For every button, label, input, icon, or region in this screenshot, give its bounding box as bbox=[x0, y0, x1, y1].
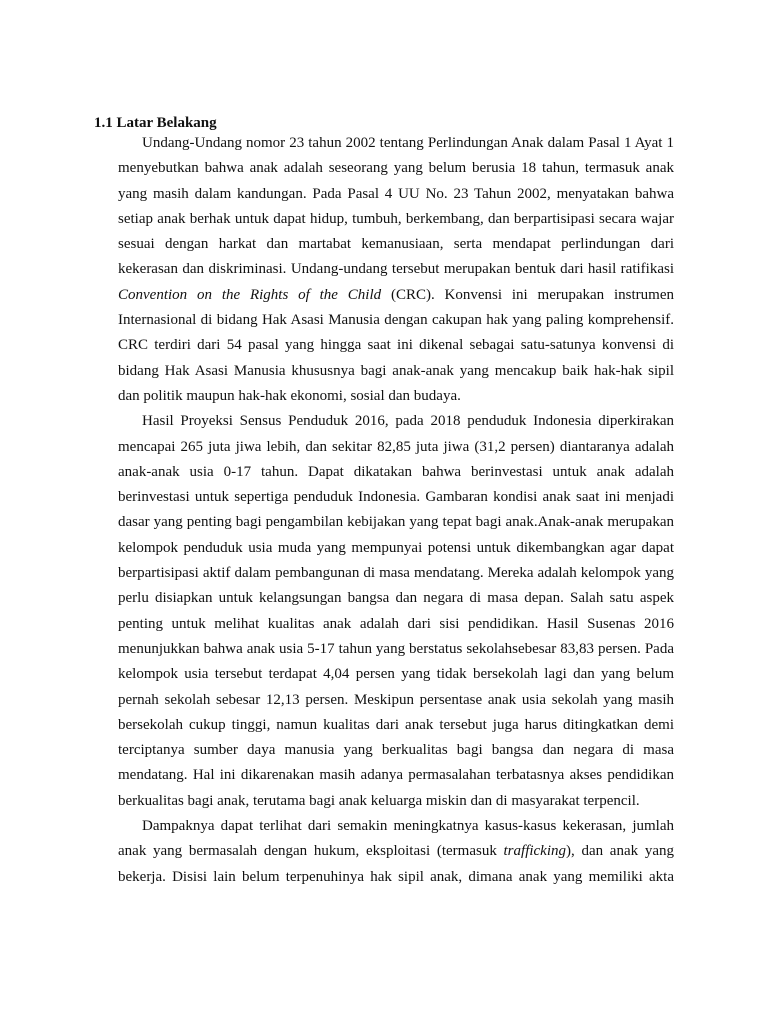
section-heading: 1.1 Latar Belakang bbox=[94, 115, 217, 131]
paragraph-2: Hasil Proyeksi Sensus Penduduk 2016, pada 2018 penduduk Indonesia diperkirakan mencapai 265 juta jiwa lebih, dan sekitar 82,85 juta jiwa (31,2 persen) diantaranya adalah anak-anak usia 0-17 tahun. Dapat dikatakan bahwa berinvestasi untuk anak adalah berinvestasi untuk sepertiga penduduk Indonesia. Gambaran kondisi anak saat ini menjadi dasar yang penting bagi pengambilan kebijakan yang tepat bagi anak.Anak-anak merupakan kelompok penduduk usia muda yang mempunyai potensi untuk dikembangkan agar dapat berpartisipasi aktif dalam pembangunan di masa mendatang. Mereka adalah kelompok yang perlu disiapkan untuk kelangsungan bangsa dan negara di masa depan. Salah satu aspek penting untuk melihat kualitas anak adalah dari sisi pendidikan. Hasil Susenas 2016 menunjukkan bahwa anak usia 5-17 tahun yang berstatus sekolahsebesar 83,83 persen. Pada kelompok usia tersebut terdapat 4,04 persen yang tidak bersekolah lagi dan yang belum pernah sekolah sebesar 12,13 persen. Meskipun persentase anak usia sekolah yang masih bersekolah cukup tinggi, namun kualitas dari anak tersebut juga harus ditingkatkan demi terciptanya sumber daya manusia yang berkualitas bagi bangsa dan negara di masa mendatang. Hal ini dikarenakan masih adanya permasalahan terbatasnya akses pendidikan berkualitas bagi anak, terutama bagi anak keluarga miskin dan di masyarakat terpencil. bbox=[118, 413, 674, 809]
paragraph-3-italic-term: trafficking bbox=[503, 843, 567, 860]
paragraph-1-italic-term: Convention on the Rights of the Child bbox=[118, 286, 382, 303]
paragraph-1-text-b: (CRC). Konvensi ini merupakan instrumen Internasional di bidang Hak Asasi Manusia dengan cakupan hak yang paling komprehensif. CRC terdiri dari 54 pasal yang hingga saat ini dikenal sebagai satu-satunya konvensi di bidang Hak Asasi Manusia khususnya bagi anak-anak yang mencakup baik hak-hak sipil dan politik maupun hak-hak ekonomi, sosial dan budaya. bbox=[118, 286, 675, 404]
paragraph-3 bbox=[118, 814, 674, 890]
paragraph-1 bbox=[118, 131, 674, 409]
paragraph-3-text-b: ), dan anak yang bekerja. Disisi lain belum terpenuhinya hak sipil anak, dimana anak yang memiliki akta bbox=[118, 843, 674, 885]
paragraph-1-text-a: Undang-Undang nomor 23 tahun 2002 tentang Perlindungan Anak dalam Pasal 1 Ayat 1 menyebutkan bahwa anak adalah seseorang yang belum berusia 18 tahun, termasuk anak yang masih dalam kandungan. Pada Pasal 4 UU No. 23 Tahun 2002, menyatakan bahwa setiap anak berhak untuk dapat hidup, tumbuh, berkembang, dan berpartisipasi secara wajar sesuai dengan harkat dan martabat kemanusiaan, serta mendapat perlindungan dari kekerasan dan diskriminasi. Undang-undang tersebut merupakan bentuk dari hasil ratifikasi bbox=[118, 135, 674, 278]
paragraph-3-text-a: Dampaknya dapat terlihat dari semakin meningkatnya kasus-kasus kekerasan, jumlah anak yang bermasalah dengan hukum, eksploitasi (termasuk bbox=[118, 818, 674, 860]
body-text bbox=[118, 131, 674, 890]
